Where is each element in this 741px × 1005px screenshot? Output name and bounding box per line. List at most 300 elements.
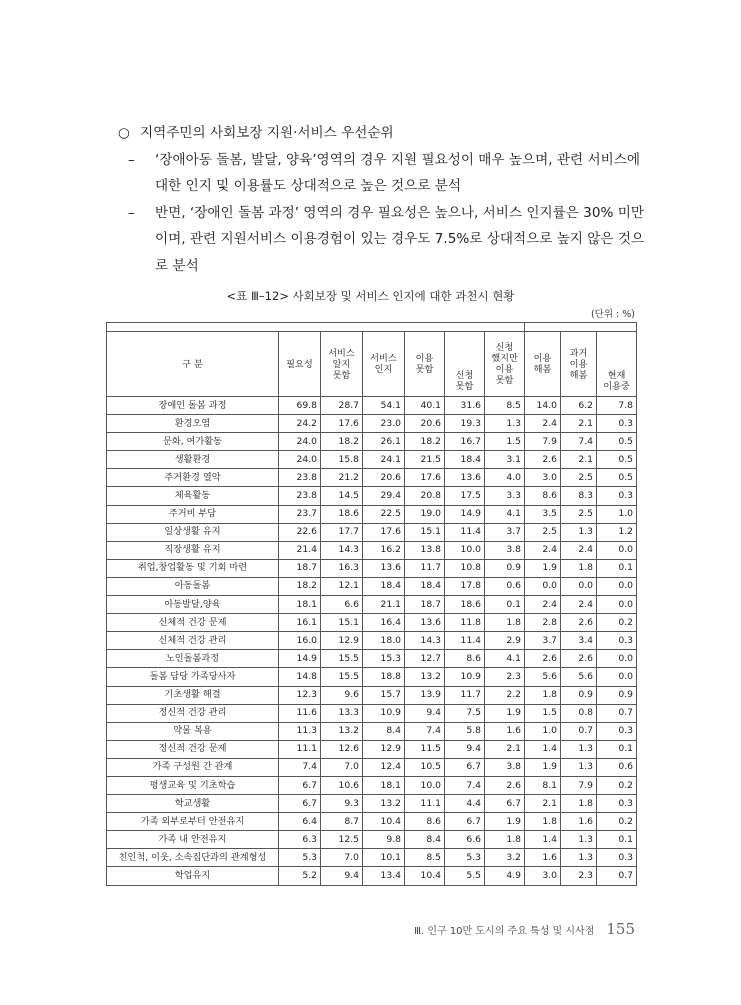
cell-value: 1.4 bbox=[525, 740, 561, 758]
cell-value: 13.2 bbox=[321, 722, 363, 740]
cell-value: 7.8 bbox=[597, 397, 637, 415]
cell-value: 14.3 bbox=[405, 632, 445, 650]
cell-value: 9.4 bbox=[405, 704, 445, 722]
table-row bbox=[107, 614, 637, 632]
cell-value: 0.3 bbox=[597, 415, 637, 433]
cell-value: 7.4 bbox=[279, 758, 321, 776]
page-number: 155 bbox=[606, 920, 635, 938]
cell-value: 24.0 bbox=[279, 451, 321, 469]
section-heading-text: 지역주민의 사회보장 지원·서비스 우선순위 bbox=[140, 125, 394, 141]
table-row bbox=[107, 740, 637, 758]
cell-value: 4.0 bbox=[485, 469, 525, 487]
table-row bbox=[107, 867, 637, 885]
cell-value: 0.5 bbox=[597, 433, 637, 451]
cell-value: 21.2 bbox=[321, 469, 363, 487]
page-footer bbox=[414, 920, 635, 938]
table-row bbox=[107, 668, 637, 686]
cell-value: 4.4 bbox=[445, 795, 485, 813]
cell-value: 8.4 bbox=[405, 831, 445, 849]
table-row bbox=[107, 397, 637, 415]
row-label: 가족 내 안전유지 bbox=[107, 831, 279, 849]
cell-value: 12.6 bbox=[321, 740, 363, 758]
cell-value: 19.0 bbox=[405, 505, 445, 523]
cell-value: 16.3 bbox=[321, 559, 363, 577]
cell-value: 18.2 bbox=[279, 577, 321, 595]
cell-value: 11.8 bbox=[445, 614, 485, 632]
cell-value: 5.8 bbox=[445, 722, 485, 740]
cell-value: 1.9 bbox=[525, 758, 561, 776]
dash-bullet-icon: – bbox=[128, 204, 135, 221]
cell-value: 8.4 bbox=[363, 722, 405, 740]
cell-value: 1.3 bbox=[561, 523, 597, 541]
cell-value: 0.1 bbox=[597, 831, 637, 849]
cell-value: 31.6 bbox=[445, 397, 485, 415]
table-row bbox=[107, 433, 637, 451]
cell-value: 4.1 bbox=[485, 505, 525, 523]
col-use-not: 이용 못함 bbox=[405, 332, 445, 397]
cell-value: 9.6 bbox=[321, 686, 363, 704]
cell-value: 1.4 bbox=[525, 831, 561, 849]
cell-value: 16.4 bbox=[363, 614, 405, 632]
cell-value: 10.4 bbox=[363, 813, 405, 831]
cell-value: 1.8 bbox=[561, 795, 597, 813]
cell-value: 3.1 bbox=[485, 451, 525, 469]
table-row bbox=[107, 577, 637, 595]
cell-value: 16.0 bbox=[279, 632, 321, 650]
cell-value: 12.3 bbox=[279, 686, 321, 704]
cell-value: 1.0 bbox=[525, 722, 561, 740]
cell-value: 1.8 bbox=[525, 686, 561, 704]
col-current-using: 현재 이용중 bbox=[597, 332, 637, 397]
cell-value: 2.1 bbox=[485, 740, 525, 758]
cell-value: 0.2 bbox=[597, 614, 637, 632]
cell-value: 3.7 bbox=[485, 523, 525, 541]
cell-value: 0.3 bbox=[597, 632, 637, 650]
cell-value: 5.6 bbox=[561, 668, 597, 686]
cell-value: 1.3 bbox=[561, 831, 597, 849]
cell-value: 8.1 bbox=[525, 776, 561, 794]
cell-value: 21.5 bbox=[405, 451, 445, 469]
row-label: 환경오염 bbox=[107, 415, 279, 433]
cell-value: 0.3 bbox=[597, 722, 637, 740]
row-label: 신체적 건강 관리 bbox=[107, 632, 279, 650]
cell-value: 2.2 bbox=[485, 686, 525, 704]
cell-value: 0.7 bbox=[597, 704, 637, 722]
cell-value: 12.1 bbox=[321, 577, 363, 595]
circle-bullet-icon: ○ bbox=[118, 125, 130, 141]
cell-value: 7.5 bbox=[445, 704, 485, 722]
cell-value: 0.7 bbox=[561, 722, 597, 740]
row-label: 문화, 여가활동 bbox=[107, 433, 279, 451]
row-label: 아동돌봄 bbox=[107, 577, 279, 595]
table-row bbox=[107, 596, 637, 614]
cell-value: 12.7 bbox=[405, 650, 445, 668]
cell-value: 0.3 bbox=[597, 849, 637, 867]
cell-value: 14.8 bbox=[279, 668, 321, 686]
cell-value: 0.2 bbox=[597, 776, 637, 794]
cell-value: 18.2 bbox=[321, 433, 363, 451]
table-row bbox=[107, 632, 637, 650]
row-label: 정신적 건강 문제 bbox=[107, 740, 279, 758]
row-label: 기초생활 해결 bbox=[107, 686, 279, 704]
cell-value: 15.3 bbox=[363, 650, 405, 668]
row-label: 평생교육 및 기초학습 bbox=[107, 776, 279, 794]
bullet-text-2: 반면, ‘장애인 돌봄 과정’ 영역의 경우 필요성은 높으나, 서비스 인지률은 30% 미만이며, 관련 지원서비스 이용경험이 있는 경우도 7.5%로 상대적으로 높지 않은 것으로 분석 bbox=[155, 204, 645, 274]
cell-value: 12.5 bbox=[321, 831, 363, 849]
table-row bbox=[107, 722, 637, 740]
cell-value: 6.7 bbox=[279, 795, 321, 813]
cell-value: 1.3 bbox=[485, 415, 525, 433]
cell-value: 17.5 bbox=[445, 487, 485, 505]
cell-value: 6.7 bbox=[485, 795, 525, 813]
cell-value: 0.1 bbox=[485, 596, 525, 614]
cell-value: 13.3 bbox=[321, 704, 363, 722]
row-label: 약물 복용 bbox=[107, 722, 279, 740]
cell-value: 11.5 bbox=[405, 740, 445, 758]
row-label: 가족 외부로부터 안전유지 bbox=[107, 813, 279, 831]
cell-value: 15.7 bbox=[363, 686, 405, 704]
table-row bbox=[107, 451, 637, 469]
cell-value: 14.0 bbox=[525, 397, 561, 415]
cell-value: 3.2 bbox=[485, 849, 525, 867]
table-row bbox=[107, 831, 637, 849]
table-row bbox=[107, 523, 637, 541]
cell-value: 18.4 bbox=[445, 451, 485, 469]
cell-value: 3.0 bbox=[525, 469, 561, 487]
cell-value: 17.6 bbox=[405, 469, 445, 487]
cell-value: 7.4 bbox=[561, 433, 597, 451]
cell-value: 11.7 bbox=[445, 686, 485, 704]
cell-value: 11.3 bbox=[279, 722, 321, 740]
cell-value: 24.1 bbox=[363, 451, 405, 469]
row-label: 아동발달,양육 bbox=[107, 596, 279, 614]
cell-value: 2.6 bbox=[525, 451, 561, 469]
cell-value: 18.1 bbox=[279, 596, 321, 614]
cell-value: 20.6 bbox=[405, 415, 445, 433]
cell-value: 40.1 bbox=[405, 397, 445, 415]
cell-value: 2.4 bbox=[525, 541, 561, 559]
table-row bbox=[107, 541, 637, 559]
row-label: 노인돌봄과정 bbox=[107, 650, 279, 668]
row-label: 신체적 건강 문제 bbox=[107, 614, 279, 632]
cell-value: 0.0 bbox=[561, 577, 597, 595]
cell-value: 22.5 bbox=[363, 505, 405, 523]
cell-value: 11.6 bbox=[279, 704, 321, 722]
cell-value: 2.5 bbox=[561, 505, 597, 523]
col-category: 구 분 bbox=[107, 332, 279, 397]
row-label: 취업,창업활동 및 기회 마련 bbox=[107, 559, 279, 577]
cell-value: 0.3 bbox=[597, 487, 637, 505]
cell-value: 24.0 bbox=[279, 433, 321, 451]
table-row bbox=[107, 415, 637, 433]
col-past-used: 과거 이용 해봄 bbox=[561, 332, 597, 397]
cell-value: 4.9 bbox=[485, 867, 525, 885]
cell-value: 6.4 bbox=[279, 813, 321, 831]
cell-value: 2.4 bbox=[561, 596, 597, 614]
cell-value: 3.7 bbox=[525, 632, 561, 650]
cell-value: 21.1 bbox=[363, 596, 405, 614]
cell-value: 13.2 bbox=[363, 795, 405, 813]
bullet-section bbox=[118, 120, 648, 279]
cell-value: 20.6 bbox=[363, 469, 405, 487]
cell-value: 1.3 bbox=[561, 740, 597, 758]
bullet-item-2 bbox=[128, 200, 648, 280]
cell-value: 0.0 bbox=[597, 577, 637, 595]
cell-value: 17.6 bbox=[363, 523, 405, 541]
cell-value: 12.4 bbox=[363, 758, 405, 776]
table-row bbox=[107, 813, 637, 831]
cell-value: 0.1 bbox=[597, 740, 637, 758]
cell-value: 13.2 bbox=[405, 668, 445, 686]
cell-value: 2.3 bbox=[485, 668, 525, 686]
cell-value: 2.1 bbox=[525, 795, 561, 813]
cell-value: 14.9 bbox=[279, 650, 321, 668]
cell-value: 19.3 bbox=[445, 415, 485, 433]
cell-value: 18.6 bbox=[445, 596, 485, 614]
cell-value: 13.9 bbox=[405, 686, 445, 704]
cell-value: 2.6 bbox=[561, 614, 597, 632]
cell-value: 7.0 bbox=[321, 758, 363, 776]
table-row bbox=[107, 686, 637, 704]
cell-value: 9.4 bbox=[321, 867, 363, 885]
cell-value: 1.3 bbox=[561, 758, 597, 776]
cell-value: 23.7 bbox=[279, 505, 321, 523]
cell-value: 5.5 bbox=[445, 867, 485, 885]
col-used: 이용 해봄 bbox=[525, 332, 561, 397]
cell-value: 1.9 bbox=[525, 559, 561, 577]
cell-value: 1.5 bbox=[485, 433, 525, 451]
cell-value: 18.4 bbox=[363, 577, 405, 595]
cell-value: 1.6 bbox=[525, 849, 561, 867]
cell-value: 1.9 bbox=[485, 813, 525, 831]
cell-value: 14.5 bbox=[321, 487, 363, 505]
table-row bbox=[107, 776, 637, 794]
cell-value: 1.8 bbox=[561, 559, 597, 577]
header-band bbox=[107, 323, 525, 332]
cell-value: 7.0 bbox=[321, 849, 363, 867]
cell-value: 12.9 bbox=[321, 632, 363, 650]
cell-value: 23.8 bbox=[279, 469, 321, 487]
cell-value: 0.7 bbox=[597, 867, 637, 885]
cell-value: 10.0 bbox=[445, 541, 485, 559]
cell-value: 28.7 bbox=[321, 397, 363, 415]
cell-value: 18.1 bbox=[363, 776, 405, 794]
cell-value: 7.4 bbox=[405, 722, 445, 740]
col-apply-not: 신청 못함 bbox=[445, 332, 485, 397]
table-row bbox=[107, 758, 637, 776]
cell-value: 18.4 bbox=[405, 577, 445, 595]
cell-value: 0.0 bbox=[597, 541, 637, 559]
cell-value: 1.8 bbox=[525, 813, 561, 831]
table-caption: <표 Ⅲ–12> 사회보장 및 서비스 인지에 대한 과천시 현황 bbox=[226, 289, 515, 303]
cell-value: 7.9 bbox=[561, 776, 597, 794]
cell-value: 13.6 bbox=[405, 614, 445, 632]
cell-value: 7.4 bbox=[445, 776, 485, 794]
cell-value: 22.6 bbox=[279, 523, 321, 541]
cell-value: 2.3 bbox=[561, 867, 597, 885]
cell-value: 8.6 bbox=[445, 650, 485, 668]
cell-value: 18.7 bbox=[279, 559, 321, 577]
cell-value: 18.2 bbox=[405, 433, 445, 451]
cell-value: 10.9 bbox=[445, 668, 485, 686]
cell-value: 13.6 bbox=[445, 469, 485, 487]
row-label: 학업유지 bbox=[107, 867, 279, 885]
cell-value: 2.4 bbox=[525, 415, 561, 433]
cell-value: 0.6 bbox=[597, 758, 637, 776]
row-label: 일상생활 유지 bbox=[107, 523, 279, 541]
section-heading bbox=[118, 120, 648, 147]
cell-value: 5.3 bbox=[279, 849, 321, 867]
cell-value: 16.1 bbox=[279, 614, 321, 632]
cell-value: 6.6 bbox=[445, 831, 485, 849]
cell-value: 8.5 bbox=[485, 397, 525, 415]
cell-value: 3.8 bbox=[485, 541, 525, 559]
cell-value: 2.4 bbox=[525, 596, 561, 614]
cell-value: 18.6 bbox=[321, 505, 363, 523]
cell-value: 0.5 bbox=[597, 451, 637, 469]
cell-value: 13.4 bbox=[363, 867, 405, 885]
cell-value: 0.5 bbox=[597, 469, 637, 487]
cell-value: 0.9 bbox=[485, 559, 525, 577]
dash-bullet-icon: – bbox=[128, 151, 135, 168]
cell-value: 10.9 bbox=[363, 704, 405, 722]
cell-value: 9.3 bbox=[321, 795, 363, 813]
cell-value: 0.6 bbox=[485, 577, 525, 595]
cell-value: 1.8 bbox=[485, 831, 525, 849]
table-row bbox=[107, 505, 637, 523]
cell-value: 26.1 bbox=[363, 433, 405, 451]
table-row bbox=[107, 487, 637, 505]
cell-value: 29.4 bbox=[363, 487, 405, 505]
cell-value: 10.6 bbox=[321, 776, 363, 794]
cell-value: 11.1 bbox=[279, 740, 321, 758]
cell-value: 9.4 bbox=[445, 740, 485, 758]
cell-value: 2.9 bbox=[485, 632, 525, 650]
cell-value: 18.7 bbox=[405, 596, 445, 614]
cell-value: 3.3 bbox=[485, 487, 525, 505]
cell-value: 1.8 bbox=[485, 614, 525, 632]
cell-value: 16.7 bbox=[445, 433, 485, 451]
cell-value: 0.8 bbox=[561, 704, 597, 722]
cell-value: 21.4 bbox=[279, 541, 321, 559]
table-row bbox=[107, 849, 637, 867]
row-label: 주거비 부담 bbox=[107, 505, 279, 523]
cell-value: 13.8 bbox=[405, 541, 445, 559]
cell-value: 2.5 bbox=[561, 469, 597, 487]
cell-value: 5.6 bbox=[525, 668, 561, 686]
cell-value: 10.8 bbox=[445, 559, 485, 577]
cell-value: 0.0 bbox=[597, 596, 637, 614]
header-band-row bbox=[107, 323, 637, 332]
cell-value: 24.2 bbox=[279, 415, 321, 433]
cell-value: 18.8 bbox=[363, 668, 405, 686]
cell-value: 0.9 bbox=[597, 686, 637, 704]
cell-value: 6.2 bbox=[561, 397, 597, 415]
col-aware-not: 서비스 알지 못함 bbox=[321, 332, 363, 397]
cell-value: 11.4 bbox=[445, 632, 485, 650]
cell-value: 10.1 bbox=[363, 849, 405, 867]
cell-value: 54.1 bbox=[363, 397, 405, 415]
cell-value: 5.3 bbox=[445, 849, 485, 867]
cell-value: 2.5 bbox=[525, 523, 561, 541]
row-label: 주거환경 열악 bbox=[107, 469, 279, 487]
cell-value: 11.7 bbox=[405, 559, 445, 577]
header-row bbox=[107, 332, 637, 397]
cell-value: 1.6 bbox=[485, 722, 525, 740]
cell-value: 17.7 bbox=[321, 523, 363, 541]
cell-value: 23.0 bbox=[363, 415, 405, 433]
cell-value: 6.3 bbox=[279, 831, 321, 849]
cell-value: 0.3 bbox=[597, 795, 637, 813]
cell-value: 17.6 bbox=[321, 415, 363, 433]
cell-value: 69.8 bbox=[279, 397, 321, 415]
cell-value: 6.7 bbox=[445, 813, 485, 831]
cell-value: 6.7 bbox=[445, 758, 485, 776]
cell-value: 2.6 bbox=[561, 650, 597, 668]
cell-value: 20.8 bbox=[405, 487, 445, 505]
table-row bbox=[107, 650, 637, 668]
cell-value: 16.2 bbox=[363, 541, 405, 559]
cell-value: 15.1 bbox=[405, 523, 445, 541]
col-need: 필요성 bbox=[279, 332, 321, 397]
cell-value: 13.6 bbox=[363, 559, 405, 577]
cell-value: 2.8 bbox=[525, 614, 561, 632]
cell-value: 10.4 bbox=[405, 867, 445, 885]
cell-value: 15.5 bbox=[321, 650, 363, 668]
cell-value: 2.1 bbox=[561, 451, 597, 469]
cell-value: 1.6 bbox=[561, 813, 597, 831]
cell-value: 3.4 bbox=[561, 632, 597, 650]
cell-value: 15.1 bbox=[321, 614, 363, 632]
cell-value: 8.6 bbox=[525, 487, 561, 505]
cell-value: 3.8 bbox=[485, 758, 525, 776]
row-label: 학교생활 bbox=[107, 795, 279, 813]
cell-value: 7.9 bbox=[525, 433, 561, 451]
row-label: 직장생활 유지 bbox=[107, 541, 279, 559]
col-aware: 서비스 인지 bbox=[363, 332, 405, 397]
cell-value: 8.7 bbox=[321, 813, 363, 831]
awareness-table bbox=[106, 322, 637, 886]
cell-value: 15.5 bbox=[321, 668, 363, 686]
cell-value: 4.1 bbox=[485, 650, 525, 668]
cell-value: 1.0 bbox=[597, 505, 637, 523]
bullet-item-1 bbox=[128, 147, 648, 200]
cell-value: 11.4 bbox=[445, 523, 485, 541]
cell-value: 2.4 bbox=[561, 541, 597, 559]
cell-value: 1.9 bbox=[485, 704, 525, 722]
cell-value: 8.5 bbox=[405, 849, 445, 867]
cell-value: 2.6 bbox=[525, 650, 561, 668]
cell-value: 10.0 bbox=[405, 776, 445, 794]
cell-value: 15.8 bbox=[321, 451, 363, 469]
cell-value: 0.2 bbox=[597, 813, 637, 831]
table-row bbox=[107, 795, 637, 813]
row-label: 돌봄 담당 가족당사자 bbox=[107, 668, 279, 686]
cell-value: 0.9 bbox=[561, 686, 597, 704]
cell-value: 5.2 bbox=[279, 867, 321, 885]
header-band bbox=[525, 323, 637, 332]
cell-value: 14.9 bbox=[445, 505, 485, 523]
row-label: 생활환경 bbox=[107, 451, 279, 469]
row-label: 장애인 돌봄 과정 bbox=[107, 397, 279, 415]
row-label: 정신적 건강 관리 bbox=[107, 704, 279, 722]
cell-value: 2.6 bbox=[485, 776, 525, 794]
cell-value: 6.6 bbox=[321, 596, 363, 614]
cell-value: 8.3 bbox=[561, 487, 597, 505]
table-row bbox=[107, 559, 637, 577]
cell-value: 1.2 bbox=[597, 523, 637, 541]
cell-value: 0.1 bbox=[597, 559, 637, 577]
